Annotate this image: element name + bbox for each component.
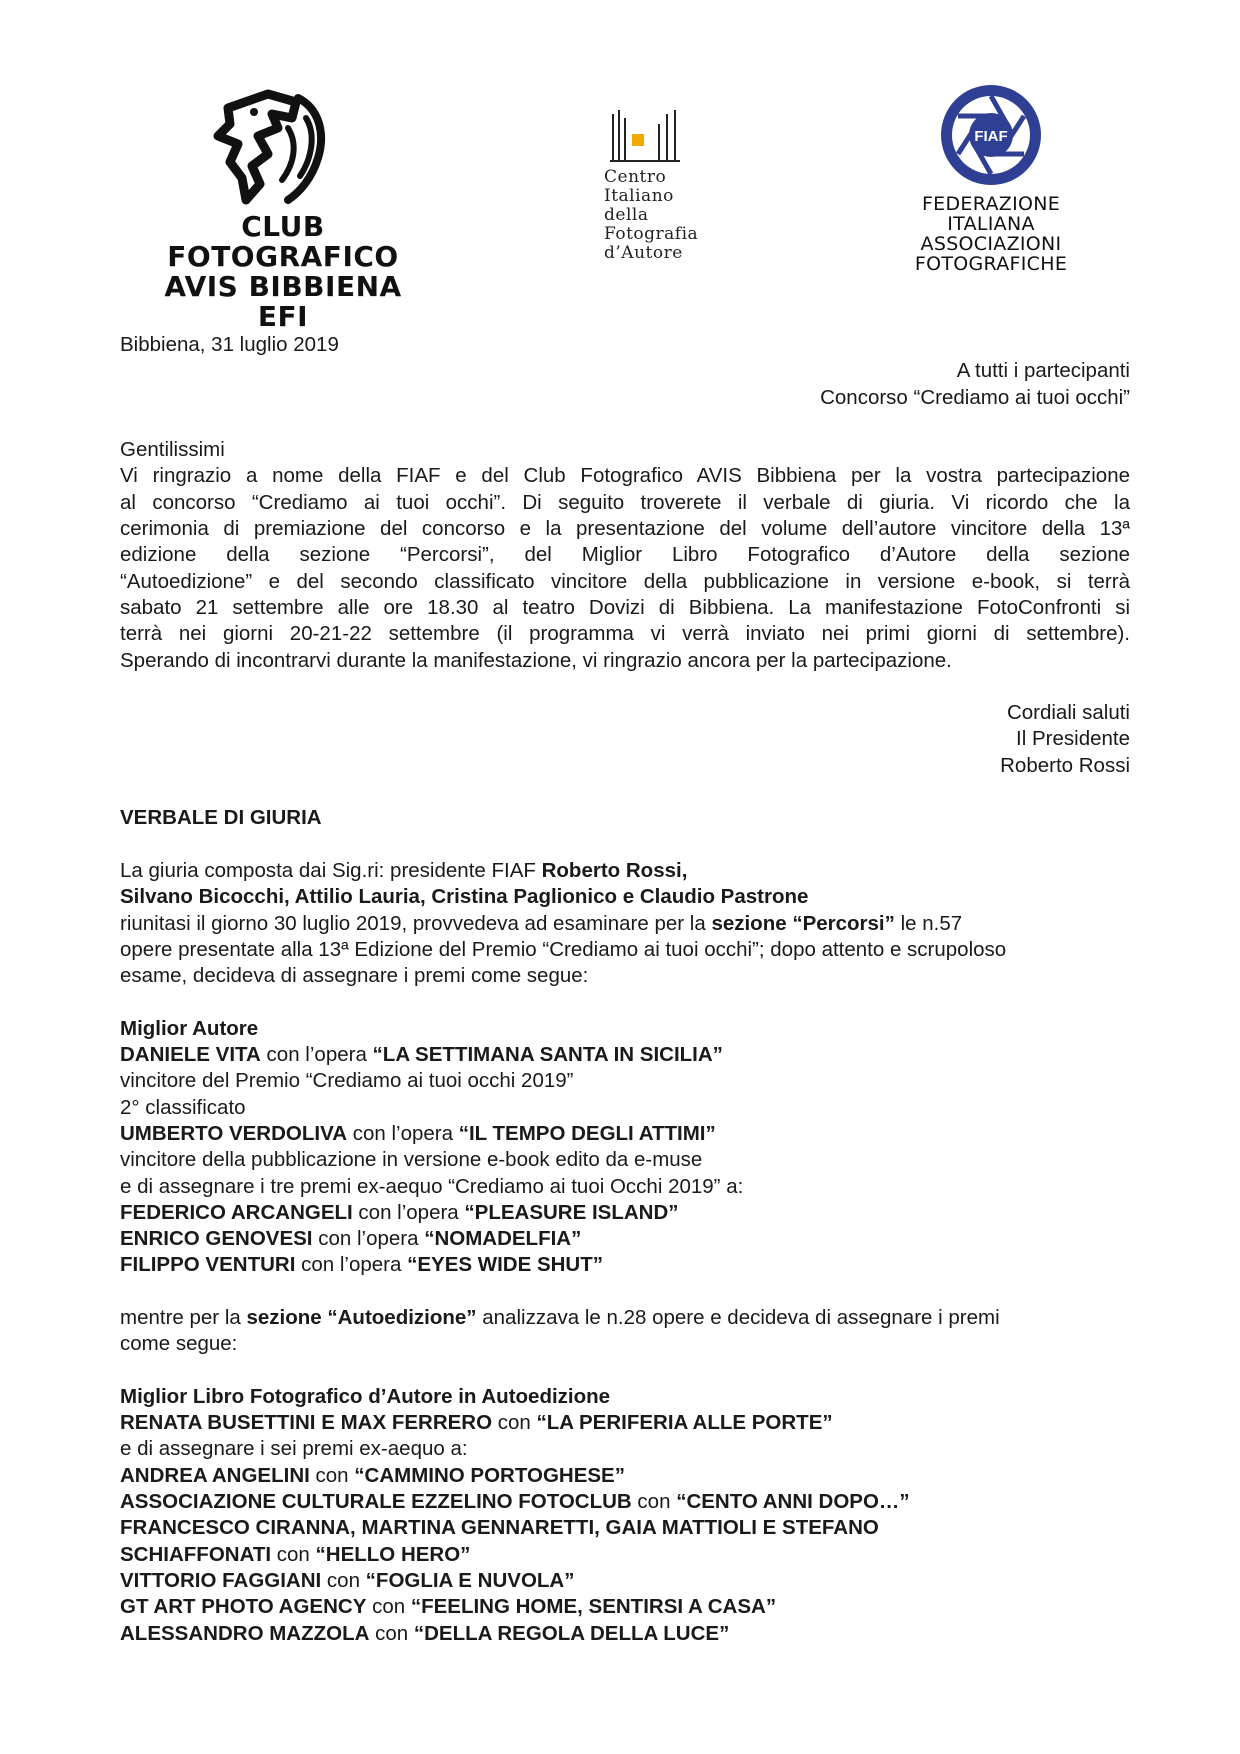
jury-president: Roberto Rossi,	[541, 858, 688, 882]
exaequo-name: FEDERICO ARCANGELI	[120, 1200, 353, 1224]
exaequo-title: “EYES WIDE SHUT”	[407, 1253, 604, 1277]
auto-line	[120, 1305, 1130, 1331]
exaequo-title: “PLEASURE ISLAND”	[464, 1200, 679, 1224]
letter-content	[120, 332, 1130, 1647]
club-name-line1: CLUB FOTOGRAFICO	[167, 210, 399, 273]
six-title: “CENTO ANNI DOPO…”	[676, 1490, 910, 1514]
six-title: “CAMMINO PORTOGHESE”	[354, 1463, 625, 1487]
second-title: “IL TEMPO DEGLI ATTIMI”	[458, 1121, 716, 1145]
letter-body	[120, 463, 1130, 673]
con-text: con	[309, 1463, 355, 1487]
body-line: Vi ringrazio a nome della FIAF e del Club Fotografico AVIS Bibbiena per la vostra partecipazione	[120, 464, 1130, 488]
six-name: VITTORIO FAGGIANI	[120, 1568, 322, 1592]
fiaf-line3: ASSOCIAZIONI	[920, 233, 1062, 255]
camera-aperture-icon	[938, 82, 1044, 188]
exaequo-name: FILIPPO VENTURI	[120, 1253, 296, 1277]
six-item	[120, 1621, 1130, 1647]
six-title: “DELLA REGOLA DELLA LUCE”	[413, 1621, 730, 1645]
body-line: edizione della sezione “Percorsi”, del Miglior Libro Fotografico d’Autore della sezione	[120, 543, 1130, 567]
six-multi-name-line2: SCHIAFFONATI	[120, 1542, 272, 1566]
cifa-line4: Fotografia	[604, 224, 699, 244]
cifa-line3: della	[604, 205, 649, 225]
exaequo-item	[120, 1200, 1130, 1226]
body-line: al concorso “Crediamo ai tuoi occhi”. Di seguito troverete il verbale di giuria. Vi ricordo che la	[120, 490, 1130, 514]
six-name: ASSOCIAZIONE CULTURALE EZZELINO FOTOCLUB	[120, 1490, 632, 1514]
body-line: sabato 21 settembre alle ore 18.30 al teatro Dovizi di Bibbiena. La manifestazione FotoConfronti si	[120, 595, 1130, 619]
winner-title: “LA SETTIMANA SANTA IN SICILIA”	[372, 1043, 723, 1067]
exaequo-item	[120, 1252, 1130, 1278]
club-name	[138, 212, 428, 332]
best-book-title: “LA PERIFERIA ALLE PORTE”	[536, 1411, 833, 1435]
six-title: “FEELING HOME, SENTIRSI A CASA”	[410, 1595, 777, 1619]
cifa-accent-square	[632, 134, 644, 146]
six-intro: e di assegnare i sei premi ex-aequo a:	[120, 1437, 468, 1461]
body-line: terrà nei giorni 20-21-22 settembre (il programma vi verrà inviato nei primi giorni di settembre).	[120, 622, 1130, 646]
verbale-heading: VERBALE DI GIURIA	[120, 806, 322, 830]
six-name: ANDREA ANGELINI	[120, 1463, 310, 1487]
body-line: Sperando di incontrarvi durante la manifestazione, vi ringrazio ancora per la partecipazione.	[120, 648, 952, 672]
auto-line2: come segue:	[120, 1332, 238, 1356]
exaequo-title: “NOMADELFIA”	[424, 1227, 582, 1251]
works-count: le n.57	[894, 911, 963, 935]
exaequo-name: ENRICO GENOVESI	[120, 1227, 313, 1251]
con-text: con	[631, 1490, 677, 1514]
jury-intro: La giuria composta dai Sig.ri: presidente FIAF	[120, 858, 542, 882]
cifa-line1: Centro	[604, 167, 667, 187]
best-book-line	[120, 1410, 1130, 1436]
best-author-heading: Miglior Autore	[120, 1016, 259, 1040]
exaequo-item	[120, 1226, 1130, 1252]
cifa-line2: Italiano	[604, 186, 674, 206]
second-label: 2° classificato	[120, 1095, 246, 1119]
winner-note: vincitore del Premio “Crediamo ai tuoi occhi 2019”	[120, 1069, 574, 1093]
six-item	[120, 1463, 1130, 1489]
con-opera: con l’opera	[260, 1043, 373, 1067]
six-item	[120, 1568, 1130, 1594]
met-text: riunitasi il giorno 30 luglio 2019, provvedeva ad esaminare per la	[120, 911, 712, 935]
place-date: Bibbiena, 31 luglio 2019	[120, 333, 339, 356]
con-text: con	[369, 1621, 414, 1645]
con-opera: con l’opera	[312, 1227, 425, 1251]
section-autoedizione: sezione “Autoedizione”	[246, 1305, 477, 1329]
cifa-name	[604, 168, 698, 263]
club-name-line2: AVIS BIBBIENA EFI	[164, 270, 402, 333]
salutation: Gentilissimi	[120, 438, 225, 462]
six-item	[120, 1542, 1130, 1568]
cifa-line5: d’Autore	[604, 243, 683, 263]
six-title: “HELLO HERO”	[315, 1542, 471, 1566]
fiaf-line1: FEDERAZIONE	[921, 193, 1061, 215]
club-fotografico-logo	[138, 88, 428, 333]
header-logos	[0, 0, 1240, 333]
six-name: GT ART PHOTO AGENCY	[120, 1595, 367, 1619]
works-line3: esame, decideva di assegnare i premi come segue:	[120, 964, 589, 988]
fiaf-badge-text: FIAF	[974, 128, 1008, 145]
con-opera: con l’opera	[352, 1200, 465, 1224]
jury-line	[120, 858, 1130, 884]
jury-members: Silvano Bicocchi, Attilio Lauria, Cristina Paglionico e Claudio Pastrone	[120, 885, 809, 909]
best-book-heading: Miglior Libro Fotografico d’Autore in Autoedizione	[120, 1384, 611, 1408]
six-item	[120, 1594, 1130, 1620]
con-opera: con l’opera	[295, 1253, 408, 1277]
con-text: con	[271, 1542, 316, 1566]
con-opera: con l’opera	[347, 1121, 459, 1145]
recipient-line1: A tutti i partecipanti	[956, 359, 1130, 383]
closing: Cordiali saluti	[1006, 701, 1130, 725]
stylized-griffin-icon	[208, 88, 338, 208]
fiaf-logo	[896, 82, 1086, 282]
fiaf-line4: FOTOGRAFICHE	[914, 253, 1068, 275]
winner-line	[120, 1042, 1130, 1068]
cifa-pillars-icon	[610, 110, 690, 162]
exaequo-intro: e di assegnare i tre premi ex-aequo “Crediamo ai tuoi Occhi 2019” a:	[120, 1174, 744, 1198]
second-line	[120, 1121, 1130, 1147]
six-item	[120, 1489, 1130, 1515]
signer-name: Roberto Rossi	[1000, 753, 1130, 777]
section-percorsi: sezione “Percorsi”	[711, 911, 895, 935]
six-multi-name-line1: FRANCESCO CIRANNA, MARTINA GENNARETTI, GAIA MATTIOLI E STEFANO	[120, 1516, 879, 1540]
best-book-name: RENATA BUSETTINI E MAX FERRERO	[120, 1411, 493, 1435]
auto-post: analizzava le n.28 opere e decideva di assegnare i premi	[476, 1305, 1000, 1329]
signer-title: Il Presidente	[1016, 727, 1130, 751]
auto-pre: mentre per la	[120, 1305, 247, 1329]
recipient-line2: Concorso “Crediamo ai tuoi occhi”	[820, 385, 1130, 409]
second-note: vincitore della pubblicazione in versione e-book edito da e-muse	[120, 1148, 703, 1172]
con-text: con	[321, 1568, 366, 1592]
works-line2: opere presentate alla 13ª Edizione del Premio “Crediamo ai tuoi occhi”; dopo attento e scrupoloso	[120, 937, 1007, 961]
body-line: “Autoedizione” e del secondo classificato vincitore della pubblicazione in versione e-book, si terrà	[120, 569, 1130, 593]
con-text: con	[366, 1595, 411, 1619]
body-line: cerimonia di premiazione del concorso e la presentazione del volume dell’autore vincitore della 13ª	[120, 517, 1130, 541]
con-text: con	[492, 1411, 537, 1435]
fiaf-name	[896, 194, 1086, 274]
six-name: ALESSANDRO MAZZOLA	[120, 1621, 370, 1645]
fiaf-line2: ITALIANA	[947, 213, 1035, 235]
six-title: “FOGLIA E NUVOLA”	[365, 1568, 575, 1592]
met-line	[120, 911, 1130, 937]
second-name: UMBERTO VERDOLIVA	[120, 1121, 348, 1145]
winner-name: DANIELE VITA	[120, 1043, 261, 1067]
cifa-logo	[604, 110, 734, 270]
